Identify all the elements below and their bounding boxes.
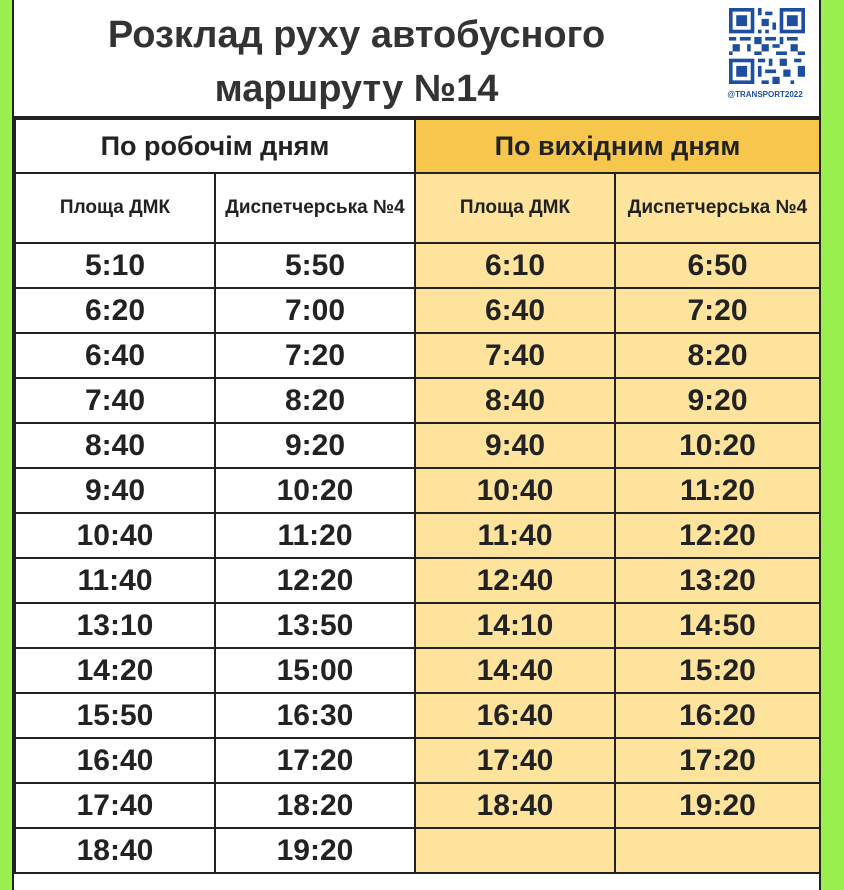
weekday-departure-dmk: 13:10	[15, 603, 215, 648]
weekend-departure-dmk: 14:10	[415, 603, 615, 648]
weekend-departure-dmk: 10:40	[415, 468, 615, 513]
header	[14, 0, 819, 118]
table-row	[15, 693, 820, 738]
weekday-departure-dispatch: 17:20	[215, 738, 415, 783]
weekday-departure-dmk: 5:10	[15, 243, 215, 288]
weekday-departure-dispatch: 9:20	[215, 423, 415, 468]
weekend-to-header: Диспетчерська №4	[615, 173, 820, 243]
table-row	[15, 603, 820, 648]
weekend-departure-dmk: 6:10	[415, 243, 615, 288]
weekend-departure-dispatch: 11:20	[615, 468, 820, 513]
weekday-departure-dmk: 11:40	[15, 558, 215, 603]
weekend-departure-dispatch: 14:50	[615, 603, 820, 648]
weekday-departure-dispatch: 13:50	[215, 603, 415, 648]
weekend-departure-dmk: 6:40	[415, 288, 615, 333]
weekday-departure-dmk: 9:40	[15, 468, 215, 513]
table-row	[15, 378, 820, 423]
weekend-departure-dmk: 17:40	[415, 738, 615, 783]
weekend-departure-dmk: 9:40	[415, 423, 615, 468]
section-header-row	[15, 119, 820, 173]
weekday-from-header: Площа ДМК	[15, 173, 215, 243]
weekend-departure-dispatch: 10:20	[615, 423, 820, 468]
weekend-departure-dispatch: 8:20	[615, 333, 820, 378]
weekend-departure-dmk	[415, 828, 615, 873]
weekday-departure-dispatch: 10:20	[215, 468, 415, 513]
weekend-departure-dispatch: 19:20	[615, 783, 820, 828]
table-row	[15, 513, 820, 558]
weekend-departure-dispatch: 9:20	[615, 378, 820, 423]
weekend-departure-dispatch: 15:20	[615, 648, 820, 693]
weekday-departure-dispatch: 7:00	[215, 288, 415, 333]
weekend-from-header: Площа ДМК	[415, 173, 615, 243]
qr-caption: @TRANSPORT2022	[727, 90, 803, 99]
weekend-departure-dmk: 12:40	[415, 558, 615, 603]
table-row	[15, 648, 820, 693]
weekend-departure-dmk: 18:40	[415, 783, 615, 828]
weekday-departure-dmk: 10:40	[15, 513, 215, 558]
schedule-table	[14, 118, 821, 874]
weekday-departure-dmk: 8:40	[15, 423, 215, 468]
weekday-departure-dmk: 16:40	[15, 738, 215, 783]
table-row	[15, 783, 820, 828]
weekend-departure-dmk: 7:40	[415, 333, 615, 378]
weekend-departure-dispatch: 16:20	[615, 693, 820, 738]
table-row	[15, 558, 820, 603]
weekday-departure-dmk: 15:50	[15, 693, 215, 738]
weekday-departure-dispatch: 18:20	[215, 783, 415, 828]
weekends-section-header: По вихідним дням	[415, 119, 820, 173]
weekend-departure-dispatch: 13:20	[615, 558, 820, 603]
weekend-departure-dmk: 11:40	[415, 513, 615, 558]
weekdays-section-header: По робочім дням	[15, 119, 415, 173]
weekday-departure-dmk: 17:40	[15, 783, 215, 828]
table-row	[15, 243, 820, 288]
weekend-departure-dispatch: 7:20	[615, 288, 820, 333]
title-line-1: Розклад руху автобусного	[107, 14, 606, 56]
weekday-to-header: Диспетчерська №4	[215, 173, 415, 243]
table-row	[15, 468, 820, 513]
table-row	[15, 828, 820, 873]
table-row	[15, 288, 820, 333]
weekend-departure-dmk: 8:40	[415, 378, 615, 423]
weekday-departure-dmk: 18:40	[15, 828, 215, 873]
weekend-departure-dispatch	[615, 828, 820, 873]
table-row	[15, 423, 820, 468]
weekday-departure-dispatch: 15:00	[215, 648, 415, 693]
weekend-departure-dispatch: 17:20	[615, 738, 820, 783]
weekend-departure-dmk: 14:40	[415, 648, 615, 693]
column-header-row	[15, 173, 820, 243]
weekday-departure-dmk: 7:40	[15, 378, 215, 423]
weekday-departure-dispatch: 19:20	[215, 828, 415, 873]
weekday-departure-dmk: 6:20	[15, 288, 215, 333]
schedule-sheet	[12, 0, 821, 890]
table-row	[15, 333, 820, 378]
qr-code-icon	[729, 8, 805, 84]
weekday-departure-dmk: 14:20	[15, 648, 215, 693]
weekend-departure-dmk: 16:40	[415, 693, 615, 738]
weekday-departure-dmk: 6:40	[15, 333, 215, 378]
weekday-departure-dispatch: 5:50	[215, 243, 415, 288]
weekday-departure-dispatch: 8:20	[215, 378, 415, 423]
title-line-2: маршруту №14	[214, 68, 499, 110]
weekday-departure-dispatch: 16:30	[215, 693, 415, 738]
weekday-departure-dispatch: 11:20	[215, 513, 415, 558]
table-row	[15, 738, 820, 783]
weekday-departure-dispatch: 7:20	[215, 333, 415, 378]
weekend-departure-dispatch: 6:50	[615, 243, 820, 288]
weekday-departure-dispatch: 12:20	[215, 558, 415, 603]
weekend-departure-dispatch: 12:20	[615, 513, 820, 558]
page-title	[14, 8, 699, 116]
